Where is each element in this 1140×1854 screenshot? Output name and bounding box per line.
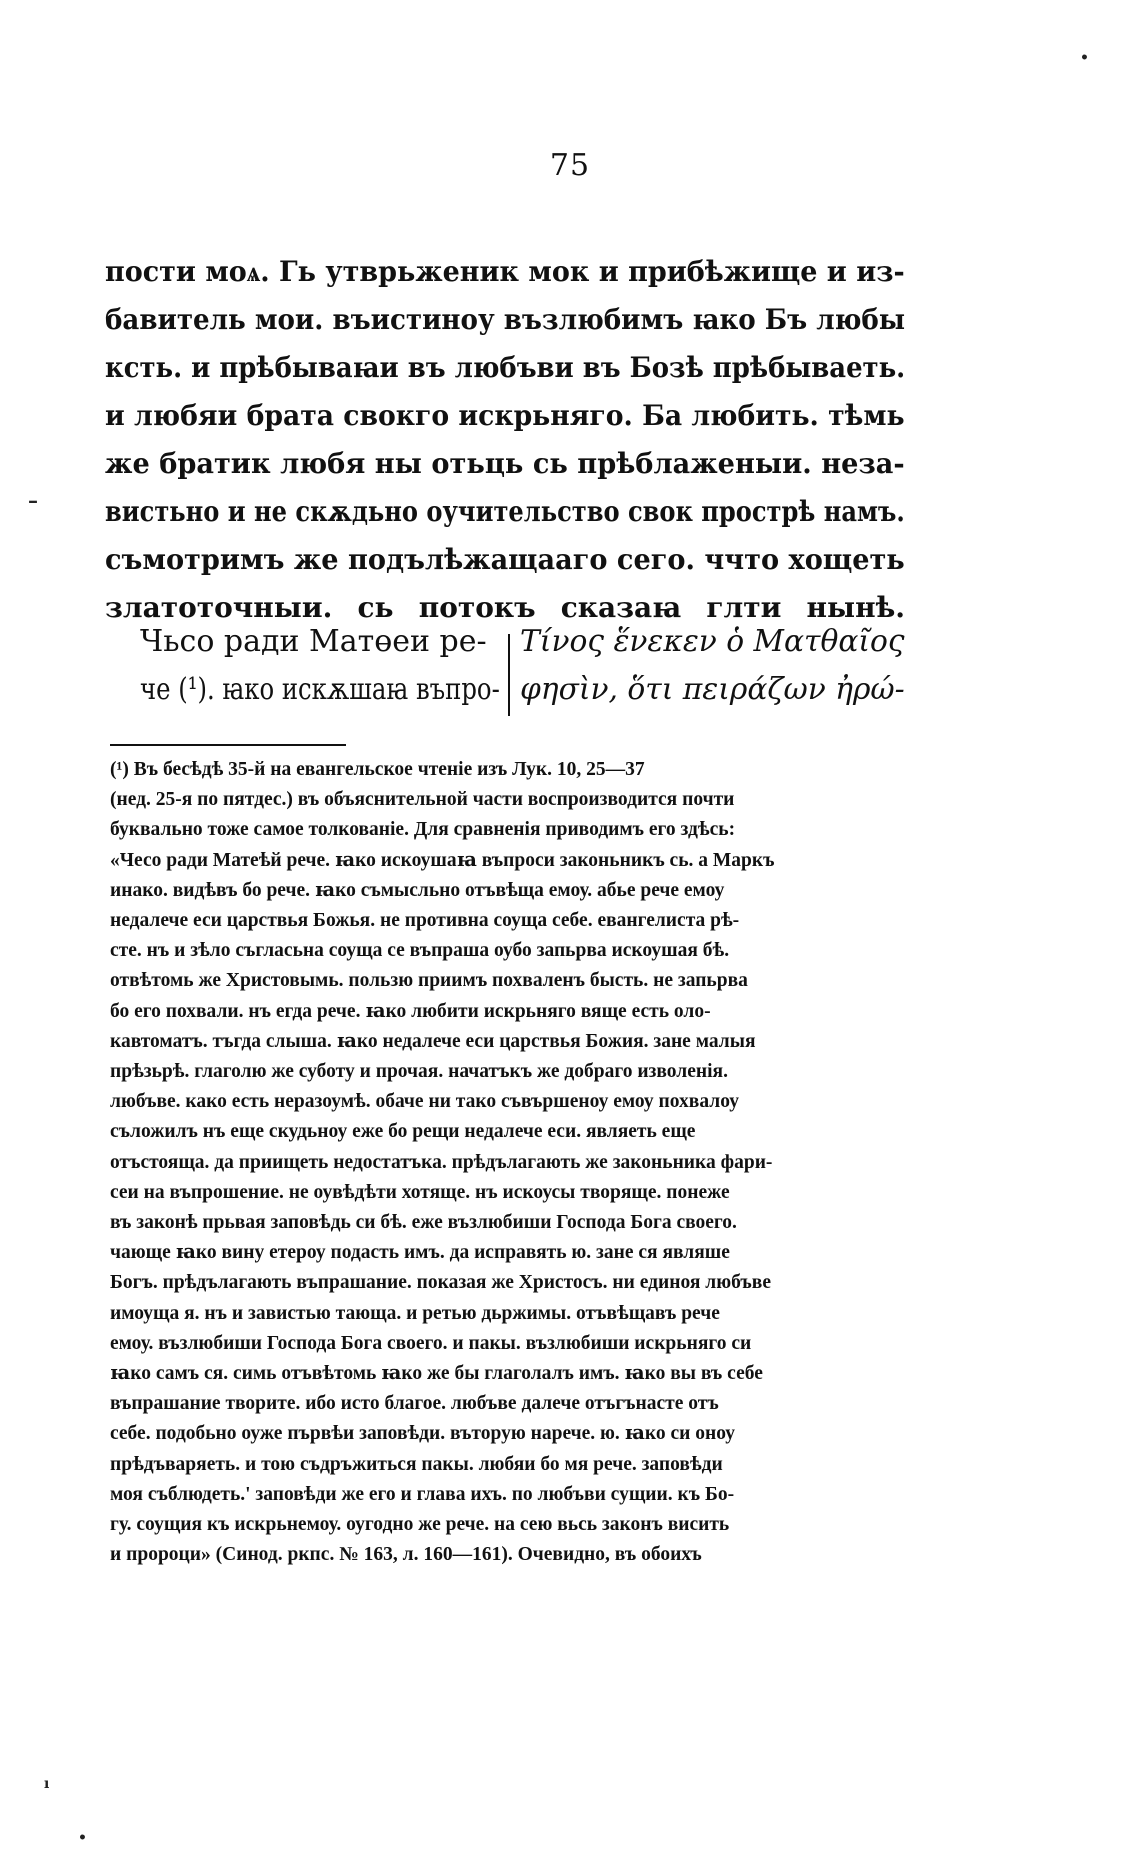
main-text-line: и любяи брата свокго искрьняго. Ба любить. тѣмь — [105, 399, 905, 432]
footnote-line: «Чесо ради Матеѣй рече. ꙗко искоушаꙗ въпроси законьникъ сь. а Маркъ — [110, 849, 775, 871]
footnote-block — [110, 755, 905, 1570]
greek-line: φησὶν, ὅτι πειράζων ἠρώ- — [520, 672, 905, 707]
greek-line: Τίνος ἕνεκεν ὁ Ματθαῖος — [520, 624, 905, 659]
greek-column — [520, 618, 905, 714]
main-text-line: пости моѧ. Гь утврьженик мок и прибѣжище и из- — [105, 255, 905, 288]
footnote-line: съложилъ нъ еще скудьноу еже бо рещи недалече еси. являеть еще — [110, 1121, 696, 1143]
column-divider — [508, 634, 510, 716]
slavonic-line: Чьсо ради Матөеи ре- — [140, 624, 487, 659]
footnote-line: прѣзьрѣ. глаголю же суботу и прочая. начатъкъ же добраго изволенія. — [110, 1061, 728, 1083]
scan-mark: ı — [44, 1776, 50, 1792]
footnote-line: недалече еси царствья Божья. не противна соуща себе. евангелиста рѣ- — [110, 910, 740, 932]
footnote-line: отвѣтомь же Христовымь. пользю приимъ похваленъ бысть. не запьрва — [110, 970, 748, 992]
footnote-line: въпрашание творите. ибо исто благое. любъве далече отъгънасте отъ — [110, 1393, 719, 1415]
footnote-line: моя съблюдеть.' заповѣди же его и глава ихъ. по любъви сущии. къ Бо- — [110, 1483, 735, 1505]
footnote-line: бо его похвали. нъ егда рече. ꙗко любити искрьняго вяще есть оло- — [110, 1000, 711, 1022]
main-text-line: съмотримъ же подълѣжащааго сего. ччто хощеть — [105, 543, 905, 576]
footnote-line: въ законѣ прьвая заповѣдь си бѣ. еже възлюбиши Господа Бога своего. — [110, 1212, 737, 1234]
footnote-line: (нед. 25-я по пятдес.) въ объяснительной части воспроизводится почти — [110, 789, 735, 811]
scan-mark: • — [1080, 50, 1089, 66]
footnote-line: ꙗко самъ ся. симь отъвѣтомь ꙗко же бы глаголалъ имъ. ꙗко вы въ себе — [110, 1363, 763, 1385]
footnote-line: любъве. како есть неразоумѣ. обаче ни тако съвършеноу емоу похвалоу — [110, 1091, 739, 1113]
footnote-line: (¹) Въ бесѣдѣ 35-й на евангельское чтеніе изъ Лук. 10, 25—37 — [110, 759, 645, 780]
footnote-line: и пророци» (Синод. ркпс. № 163, л. 160—161). Очевидно, въ обоихъ — [110, 1544, 702, 1566]
footnote-line: гу. соущия къ искрьнемоу. оугодно же рече. на сею вьсь законъ висить — [110, 1514, 730, 1536]
main-text-line: бавитель мои. въистиноу възлюбимъ ꙗко Бъ любы — [105, 303, 905, 336]
footnote-line: кавтоматъ. тъгда слыша. ꙗко недалече еси царствья Божия. зане малыя — [110, 1030, 756, 1052]
scan-mark: – — [28, 488, 38, 512]
footnote-line: сте. нъ и зѣло съгласьна соуща се въпраша оубо запьрва искоушая бѣ. — [110, 940, 730, 962]
footnote-line: прѣдъваряеть. и тою съдръжиться пакы. любяи бо мя рече. заповѣди — [110, 1453, 723, 1475]
main-text-line: же братик любя ны отьць сь прѣблаженыи. неза- — [105, 447, 905, 480]
footnote-line: отъстояща. да приищеть недостатъка. прѣдълагають же законьника фари- — [110, 1151, 773, 1173]
main-text-line: вистьно и не скѫдьно оучительство свок прострѣ намъ. — [105, 495, 905, 528]
page-number: 75 — [549, 148, 591, 183]
footnote-line: чающе ꙗко вину етероу подасть имъ. да исправять ю. зане ся являше — [110, 1242, 730, 1264]
footnote-separator — [110, 744, 346, 746]
slavonic-column — [140, 618, 500, 714]
footnote-line: Богъ. прѣдълагають въпрашание. показая же Христосъ. ни единоя любъве — [110, 1272, 771, 1294]
footnote-line: инако. видѣвъ бо рече. ꙗко съмысльно отъвѣща емоу. абье рече емоу — [110, 879, 725, 901]
footnote-line: сеи на въпрошение. не оувѣдѣти хотяще. нъ искоусы творяще. понеже — [110, 1181, 730, 1203]
footnote-line: емоу. възлюбиши Господа Бога своего. и пакы. възлюбиши искрьняго си — [110, 1332, 752, 1354]
main-text-block — [105, 248, 905, 632]
footnote-line: имоуща я. нъ и завистью тающа. и ретью дьржимы. отъвѣщавъ рече — [110, 1302, 720, 1324]
footnote-line: буквально тоже самое толкованіе. Для сравненія приводимъ его здѣсь: — [110, 819, 736, 841]
main-text-line: златоточныи. сь потокъ сказаꙗ глти нынѣ. — [105, 591, 905, 624]
slavonic-line: че (¹). ꙗко искѫшаꙗ въпро- — [140, 672, 500, 707]
main-text-line: ксть. и прѣбываꙗи въ любъви въ Бозѣ прѣбываеть. — [105, 351, 906, 384]
footnote-line: себе. подобьно оуже първѣи заповѣди. въторую нарече. ю. ꙗко си оноу — [110, 1423, 736, 1445]
parallel-text-block — [140, 618, 905, 718]
scan-mark: • — [78, 1830, 87, 1846]
